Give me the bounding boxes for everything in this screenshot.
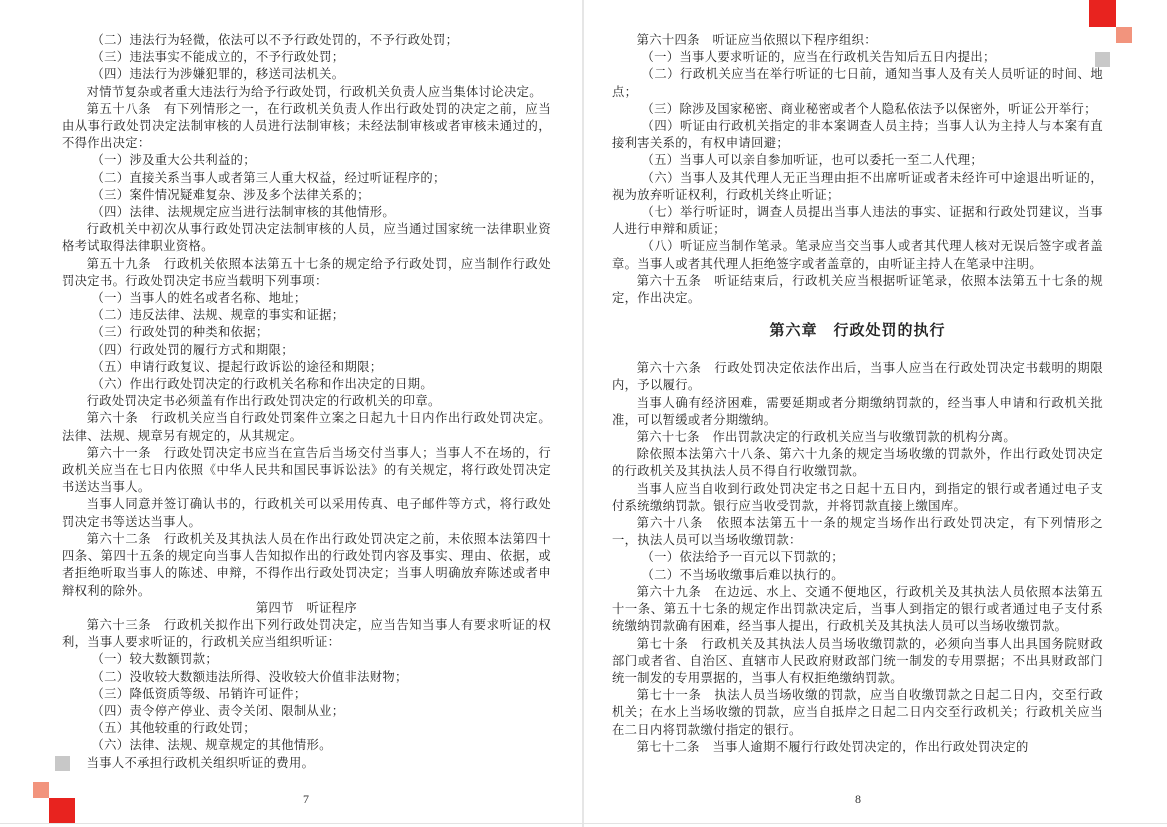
paragraph: 第六十三条 行政机关拟作出下列行政处罚决定，应当告知当事人有要求听证的权利，当事人要求听证的，行政机关应当组织听证： bbox=[62, 617, 551, 650]
paragraph: 当事人不承担行政机关组织听证的费用。 bbox=[86, 755, 315, 770]
paragraph: 对情节复杂或者重大违法行为给予行政处罚，行政机关负责人应当集体讨论决定。 bbox=[86, 84, 542, 99]
list-item: （八）听证应当制作笔录。笔录应当交当事人或者其代理人核对无误后签字或者盖章。当事人或者其代理人拒绝签字或者盖章的，由听证主持人在笔录中注明。 bbox=[612, 239, 1103, 271]
paragraph: 当事人应当自收到行政处罚决定书之日起十五日内，到指定的银行或者通过电子支付系统缴纳罚款。银行应当收受罚款，并将罚款直接上缴国库。 bbox=[612, 481, 1103, 513]
paragraph: 第六十条 行政机关应当自行政处罚案件立案之日起九十日内作出行政处罚决定。法律、法规、规章另有规定的，从其规定。 bbox=[62, 411, 551, 443]
decor-salmon-square-left bbox=[33, 782, 49, 798]
list-item: （三）违法事实不能成立的，不予行政处罚； bbox=[91, 50, 345, 65]
list-item: （三）案件情况疑难复杂、涉及多个法律关系的； bbox=[91, 187, 370, 202]
decor-gray-square-left bbox=[55, 756, 70, 771]
left-page bbox=[0, 0, 582, 827]
list-item: （三）除涉及国家秘密、商业秘密或者个人隐私依法予以保密外，听证公开举行； bbox=[641, 101, 1097, 116]
paragraph: 行政处罚决定书必须盖有作出行政处罚决定的行政机关的印章。 bbox=[86, 394, 441, 409]
list-item: （一）涉及重大公共利益的； bbox=[91, 153, 256, 168]
paragraph: 第五十九条 行政机关依照本法第五十七条的规定给予行政处罚，应当制作行政处罚决定书。行政处罚决定书应当载明下列事项： bbox=[62, 256, 551, 288]
list-item: （二）没收较大数额违法所得、没收较大价值非法财物； bbox=[91, 669, 408, 684]
decor-red-square-right bbox=[1089, 0, 1116, 27]
paragraph: 第六十五条 听证结束后，行政机关应当根据听证笔录，依照本法第五十七条的规定，作出决定。 bbox=[612, 273, 1103, 306]
paragraph: 第六十一条 行政处罚决定书应当在宣告后当场交付当事人；当事人不在场的，行政机关应当在七日内依照《中华人民共和国民事诉讼法》的有关规定，将行政处罚决定书送达当事人。 bbox=[62, 445, 551, 495]
left-page-number: 7 bbox=[303, 792, 309, 806]
section-title: 第四节 听证程序 bbox=[255, 600, 358, 615]
paragraph: 当事人同意并签订确认书的，行政机关可以采用传真、电子邮件等方式，将行政处罚决定书等送达当事人。 bbox=[62, 497, 551, 529]
list-item: （六）当事人及其代理人无正当理由拒不出席听证或者未经许可中途退出听证的，视为放弃听证权利，行政机关终止听证； bbox=[612, 170, 1103, 202]
list-item: （三）降低资质等级、吊销许可证件； bbox=[91, 686, 307, 701]
list-item: （四）违法行为涉嫌犯罪的，移送司法机关。 bbox=[91, 67, 345, 82]
right-page-number: 8 bbox=[855, 792, 861, 806]
list-item: （一）当事人的姓名或者名称、地址； bbox=[91, 291, 307, 306]
paragraph: 第六十二条 行政机关及其执法人员在作出行政处罚决定之前，未依照本法第四十四条、第四十五条的规定向当事人告知拟作出的行政处罚内容及事实、理由、依据，或者拒绝听取当事人的陈述、申辩，不得作出行政处罚决定；当事人明确放弃陈述或者申辩权利的除外。 bbox=[62, 531, 551, 598]
list-item: （三）行政处罚的种类和依据； bbox=[91, 325, 269, 340]
list-item: （二）行政机关应当在举行听证的七日前，通知当事人及有关人员听证的时间、地点； bbox=[612, 67, 1103, 99]
right-page-text-after-chapter bbox=[612, 360, 1103, 756]
right-page-text bbox=[612, 32, 1103, 756]
list-item: （五）当事人可以亲自参加听证，也可以委托一至二人代理； bbox=[641, 153, 983, 168]
list-item: （五）申请行政复议、提起行政诉讼的途径和期限； bbox=[91, 359, 383, 374]
list-item: （四）听证由行政机关指定的非本案调查人员主持；当事人认为主持人与本案有直接利害关系的，有权申请回避； bbox=[612, 119, 1103, 151]
list-item: （二）违法行为轻微，依法可以不予行政处罚的，不予行政处罚； bbox=[91, 33, 459, 47]
paragraph: 第六十四条 听证应当依照以下程序组织： bbox=[636, 33, 877, 47]
paragraph: 当事人确有经济困难，需要延期或者分期缴纳罚款的，经当事人申请和行政机关批准，可以暂缓或者分期缴纳。 bbox=[612, 395, 1103, 427]
paragraph: 第七十二条 当事人逾期不履行行政处罚决定的，作出行政处罚决定的 bbox=[636, 739, 1029, 754]
list-item: （四）责令停产停业、责令关闭、限制从业； bbox=[91, 703, 345, 718]
list-item: （四）法律、法规规定应当进行法制审核的其他情形。 bbox=[91, 205, 396, 220]
paragraph: 第七十一条 执法人员当场收缴的罚款，应当自收缴罚款之日起二日内，交至行政机关；在水上当场收缴的罚款，应当自抵岸之日起二日内交至行政机关；行政机关应当在二日内将罚款缴付指定的银行。 bbox=[612, 688, 1103, 737]
paragraph: 第六十八条 依照本法第五十一条的规定当场作出行政处罚决定，有下列情形之一，执法人员可以当场收缴罚款： bbox=[612, 516, 1103, 548]
right-page-text-before-chapter bbox=[612, 32, 1103, 307]
chapter-title: 第六章 行政处罚的执行 bbox=[769, 321, 946, 340]
list-item: （一）依法给予一百元以下罚款的； bbox=[641, 550, 844, 565]
paragraph: 第六十七条 作出罚款决定的行政机关应当与收缴罚款的机构分离。 bbox=[636, 430, 1017, 445]
list-item: （二）不当场收缴事后难以执行的。 bbox=[641, 567, 844, 582]
list-item: （四）行政处罚的履行方式和期限； bbox=[91, 342, 294, 357]
list-item: （七）举行听证时，调查人员提出当事人违法的事实、证据和行政处罚建议，当事人进行申辩和质证； bbox=[612, 205, 1103, 237]
left-page-text bbox=[62, 32, 551, 772]
list-item: （五）其他较重的行政处罚； bbox=[91, 721, 256, 736]
paragraph: 第六十九条 在边远、水上、交通不便地区，行政机关及其执法人员依照本法第五十一条、第五十七条的规定作出罚款决定后，当事人到指定的银行或者通过电子支付系统缴纳罚款确有困难，经当事人提出，行政机关及其执法人员可以当场收缴罚款。 bbox=[612, 584, 1103, 634]
list-item: （二）直接关系当事人或者第三人重大权益，经过听证程序的； bbox=[91, 170, 446, 185]
decor-red-square-left bbox=[49, 798, 75, 824]
decor-salmon-square-right bbox=[1116, 27, 1132, 43]
paragraph: 除依照本法第六十八条、第六十九条的规定当场收缴的罚款外，作出行政处罚决定的行政机关及其执法人员不得自行收缴罚款。 bbox=[612, 447, 1103, 479]
paragraph: 第五十八条 有下列情形之一，在行政机关负责人作出行政处罚的决定之前，应当由从事行政处罚决定法制审核的人员进行法制审核；未经法制审核或者审核未通过的，不得作出决定： bbox=[62, 101, 551, 151]
list-item: （二）违反法律、法规、规章的事实和证据； bbox=[91, 308, 345, 323]
bottom-rule bbox=[0, 823, 1167, 824]
paragraph: 行政机关中初次从事行政处罚决定法制审核的人员，应当通过国家统一法律职业资格考试取得法律职业资格。 bbox=[62, 222, 551, 254]
paragraph: 第七十条 行政机关及其执法人员当场收缴罚款的，必须向当事人出具国务院财政部门或者省、自治区、直辖市人民政府财政部门统一制发的专用票据；不出具财政部门统一制发的专用票据的，当事人有权拒绝缴纳罚款。 bbox=[612, 636, 1103, 685]
list-item: （六）作出行政处罚决定的行政机关名称和作出决定的日期。 bbox=[91, 377, 433, 392]
paragraph: 第六十六条 行政处罚决定依法作出后，当事人应当在行政处罚决定书载明的期限内，予以履行。 bbox=[612, 361, 1103, 393]
list-item: （一）当事人要求听证的，应当在行政机关告知后五日内提出； bbox=[641, 50, 996, 65]
list-item: （一）较大数额罚款； bbox=[91, 652, 218, 667]
list-item: （六）法律、法规、规章规定的其他情形。 bbox=[91, 738, 332, 753]
